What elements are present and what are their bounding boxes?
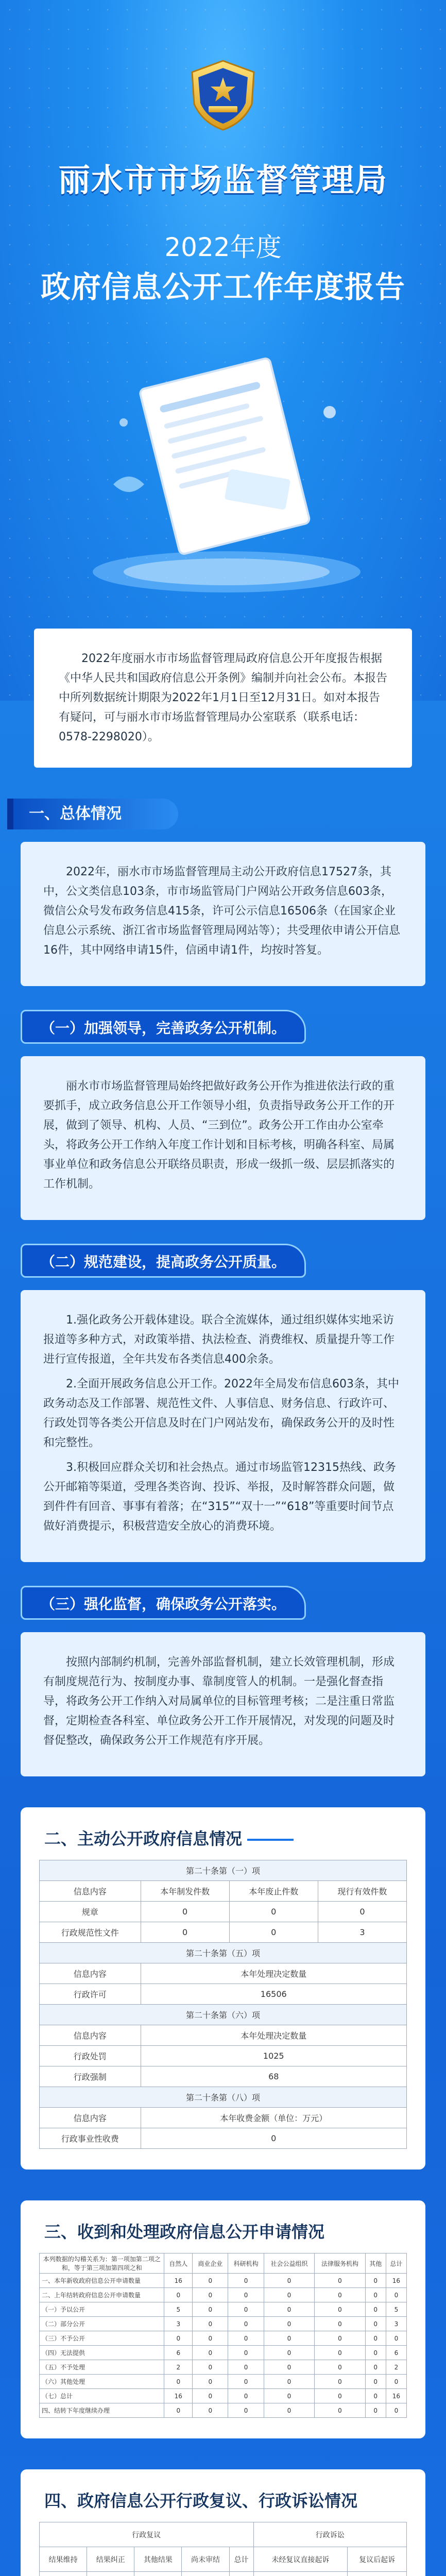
- table-cell: 四、结转下年度继续办理: [40, 2403, 164, 2418]
- table-cell: 0: [228, 2274, 264, 2288]
- section-heading-overview: 一、总体情况: [13, 799, 178, 829]
- review-litigation-card: [21, 2469, 425, 2576]
- table-row: [40, 2108, 407, 2128]
- report-title: 政府信息公开工作年度报告: [40, 269, 405, 304]
- table-cell: 信息内容: [40, 1881, 141, 1902]
- section-heading-review: [39, 2488, 407, 2512]
- table-cell: 0: [228, 2317, 264, 2331]
- table-cell: 0: [264, 2288, 314, 2302]
- table-cell: 0: [193, 2389, 228, 2403]
- table-cell: 0: [315, 2346, 365, 2360]
- proactive-disclosure-table: [39, 1860, 407, 2149]
- table-cell: 0: [365, 2346, 386, 2360]
- table-cell: 3: [386, 2317, 406, 2331]
- table-cell: 0: [193, 2288, 228, 2302]
- table-cell: （三）不予公开: [40, 2331, 164, 2346]
- table-header-cell: 复议后起诉: [348, 2547, 407, 2572]
- report-year: 2022年度: [164, 232, 282, 262]
- table-header-cell: 结果维持: [40, 2547, 87, 2572]
- table-row: [40, 1881, 407, 1902]
- table-cell: 0: [365, 2331, 386, 2346]
- table-row: [40, 2288, 407, 2302]
- section-heading-applications-text: 三、收到和处理政府信息公开申请情况: [44, 2222, 325, 2242]
- section-heading-applications: [39, 2219, 407, 2243]
- table-cell: 0: [229, 1922, 318, 1943]
- table-cell: 0: [228, 2346, 264, 2360]
- table-cell: 0: [386, 2375, 406, 2389]
- table-cell: 0: [164, 2331, 193, 2346]
- table-cell: 0: [264, 2403, 314, 2418]
- table-cell: 第二十条第（五）项: [40, 1943, 407, 1963]
- table-cell: 信息内容: [40, 2025, 141, 2046]
- table-cell: 2: [164, 2360, 193, 2375]
- table-cell: [348, 2572, 407, 2576]
- table-row: [40, 2025, 407, 2046]
- table-cell: 0: [264, 2317, 314, 2331]
- police-emblem-icon: [182, 57, 264, 134]
- table-cell: 0: [365, 2389, 386, 2403]
- table-header-row: [40, 2547, 407, 2572]
- overview-panel: [21, 842, 425, 986]
- table-row: [40, 2274, 407, 2288]
- table-cell: 6: [164, 2346, 193, 2360]
- table-cell: 0: [141, 1902, 229, 1922]
- table-cell: 0: [315, 2403, 365, 2418]
- table-cell: 0: [365, 2360, 386, 2375]
- standards-panel: [21, 1290, 425, 1562]
- table-cell: 0: [264, 2274, 314, 2288]
- table-cell: 0: [193, 2346, 228, 2360]
- supervision-text: 按照内部制约机制，完善外部监督机制，建立长效管理机制，形成有制度规范行为、按制度办事、靠制度管人的机制。一是强化督查指导，将政务公开工作纳入对局属单位的目标管理考核；二是注重日常监督，定期检查各科室、单位政务公开工作开展情况，对发现的问题及时督促整改，确保政务公开工作规范有序开展。: [43, 1656, 395, 1747]
- table-cell: [182, 2572, 229, 2576]
- table-row: [40, 2046, 407, 2066]
- table-cell: [253, 2572, 348, 2576]
- standards-item: 1.强化政务公开载体建设。联合全流媒体，通过组织媒体实地采访报道等多种方式，对政策举措、执法检查、消费维权、质量提升等工作进行宣传报道，全年共发布各类信息400余条。: [43, 1314, 395, 1366]
- table-cell: 0: [228, 2389, 264, 2403]
- table-cell: （五）不予处理: [40, 2360, 164, 2375]
- table-row: [40, 2005, 407, 2025]
- table-cell: （四）无法提供: [40, 2346, 164, 2360]
- table-header-cell: 行政诉讼: [253, 2522, 407, 2547]
- table-row: [40, 1902, 407, 1922]
- table-cell: 5: [164, 2302, 193, 2317]
- table-cell: 0: [228, 2403, 264, 2418]
- table-header-cell: 其他: [365, 2253, 386, 2274]
- title-underline: [247, 1839, 294, 1841]
- table-row: [40, 2066, 407, 2087]
- table-header-cell: 本列数据的勾稽关系为：第一项加第二项之和，等于第三项加第四项之和: [40, 2253, 164, 2274]
- table-cell: 1025: [141, 2046, 406, 2066]
- table-row: [40, 1963, 407, 1984]
- table-cell: 0: [315, 2360, 365, 2375]
- table-row: [40, 2128, 407, 2149]
- table-row: [40, 2302, 407, 2317]
- table-cell: 行政处罚: [40, 2046, 141, 2066]
- table-row: [40, 1922, 407, 1943]
- table-cell: 本年废止件数: [229, 1881, 318, 1902]
- table-header-cell: 其他结果: [134, 2547, 182, 2572]
- table-cell: 3: [318, 1922, 406, 1943]
- table-cell: 68: [141, 2066, 406, 2087]
- table-header-cell: 社会公益组织: [264, 2253, 314, 2274]
- table-cell: 本年处理决定数量: [141, 1963, 406, 1984]
- table-cell: 本年收费金额（单位：万元）: [141, 2108, 406, 2128]
- subheading-standards: [21, 1244, 425, 1278]
- table-cell: 2: [386, 2360, 406, 2375]
- document-illustration: [72, 330, 381, 598]
- table-cell: 行政许可: [40, 1984, 141, 2005]
- table-row: [40, 2375, 407, 2389]
- table-header-cell: 商业企业: [193, 2253, 228, 2274]
- supervision-panel: [21, 1632, 425, 1776]
- table-row: [40, 2389, 407, 2403]
- table-cell: 16: [386, 2274, 406, 2288]
- table-header-cell: 总计: [229, 2547, 253, 2572]
- section-heading-proactive-text: 二、主动公开政府信息情况: [44, 1829, 243, 1849]
- subheading-leadership: [21, 1010, 425, 1044]
- proactive-disclosure-card: [21, 1807, 425, 2170]
- applications-card: [21, 2200, 425, 2438]
- table-cell: 0: [164, 2288, 193, 2302]
- table-cell: [229, 2572, 253, 2576]
- table-row: [40, 2403, 407, 2418]
- table-row: [40, 2087, 407, 2108]
- table-row: [40, 2317, 407, 2331]
- table-row: [40, 2572, 407, 2576]
- table-header-cell: 行政复议: [40, 2522, 254, 2547]
- table-cell: 0: [229, 1902, 318, 1922]
- hero-banner: [0, 0, 446, 701]
- table-cell: 0: [315, 2389, 365, 2403]
- subheading-standards-label: （二）规范建设，提高政务公开质量。: [21, 1244, 306, 1278]
- table-cell: 0: [228, 2288, 264, 2302]
- table-cell: 0: [315, 2288, 365, 2302]
- table-header-cell: 总计: [386, 2253, 406, 2274]
- table-cell: 0: [228, 2302, 264, 2317]
- table-cell: 0: [193, 2375, 228, 2389]
- table-cell: 0: [164, 2375, 193, 2389]
- applications-table-body: [40, 2274, 407, 2418]
- table-cell: [40, 2572, 87, 2576]
- table-cell: 0: [386, 2331, 406, 2346]
- table-cell: （七）总计: [40, 2389, 164, 2403]
- table-cell: 0: [365, 2302, 386, 2317]
- table-row: [40, 2331, 407, 2346]
- standards-item: 2.全面开展政务信息公开工作。2022年全局发布信息603条，其中政务动态及工作部署、规范性文件、人事信息、财务信息、行政许可、行政处罚等各类公开信息及时在门户网站发布，确保政务公开的及时性和完整性。: [43, 1378, 399, 1449]
- table-row: [40, 2346, 407, 2360]
- table-cell: 规章: [40, 1902, 141, 1922]
- applications-table: [39, 2253, 407, 2418]
- table-cell: [134, 2572, 182, 2576]
- leadership-panel: [21, 1056, 425, 1220]
- table-cell: 行政规范性文件: [40, 1922, 141, 1943]
- subheading-supervision-label: （三）强化监督，确保政务公开落实。: [21, 1586, 306, 1620]
- overview-text: 2022年，丽水市市场监督管理局主动公开政府信息17527条，其中，公文类信息103条，市市场监管局门户网站公开政务信息603条，微信公众号发布政务信息415条，许可公示信息16506条（在国家企业信息公示系统、浙江省市场监督管理局网站等）；共受理依申请公开信息16件，其中网络申请15件，信函申请1件，均按时答复。: [43, 866, 401, 957]
- table-cell: 信息内容: [40, 2108, 141, 2128]
- table-cell: 0: [365, 2274, 386, 2288]
- table-cell: 现行有效件数: [318, 1881, 406, 1902]
- table-cell: 0: [264, 2360, 314, 2375]
- table-cell: 0: [365, 2288, 386, 2302]
- table-cell: 0: [141, 2128, 406, 2149]
- intro-paragraph: 2022年度丽水市市场监督管理局政府信息公开年度报告根据《中华人民共和国政府信息公开条例》编制并向社会公布。本报告中所列数据统计期限为2022年1月1日至12月31日。如对本报告有疑问，可与丽水市市场监督管理局办公室联系（联系电话：0578-2298020）。: [34, 629, 412, 768]
- table-cell: 0: [365, 2403, 386, 2418]
- table-cell: （二）部分公开: [40, 2317, 164, 2331]
- table-row: [40, 2360, 407, 2375]
- organization-name: 丽水市市场监督管理局: [58, 161, 388, 199]
- table-cell: 3: [164, 2317, 193, 2331]
- section-heading-proactive: [39, 1826, 407, 1850]
- table-cell: 0: [193, 2317, 228, 2331]
- table-cell: 16: [164, 2274, 193, 2288]
- table-cell: 16506: [141, 1984, 406, 2005]
- table-cell: 第二十条第（六）项: [40, 2005, 407, 2025]
- table-cell: [87, 2572, 134, 2576]
- table-header-row: [40, 2522, 407, 2547]
- table-cell: 0: [264, 2331, 314, 2346]
- table-cell: 0: [365, 2317, 386, 2331]
- table-cell: 16: [386, 2389, 406, 2403]
- table-cell: 0: [193, 2403, 228, 2418]
- table-cell: 0: [228, 2331, 264, 2346]
- table-cell: 0: [315, 2331, 365, 2346]
- table-cell: 0: [164, 2403, 193, 2418]
- table-cell: 0: [193, 2302, 228, 2317]
- table-header-cell: 尚未审结: [182, 2547, 229, 2572]
- table-row: [40, 1943, 407, 1963]
- table-cell: 0: [264, 2302, 314, 2317]
- table-cell: 0: [193, 2360, 228, 2375]
- table-cell: 本年制发件数: [141, 1881, 229, 1902]
- standards-item: 3.积极回应群众关切和社会热点。通过市场监管12315热线、政务公开邮箱等渠道，受理各类咨询、投诉、举报，及时解答群众问题，做到件件有回音、事事有着落；在“315”“双十一”“618”等重要时间节点做好消费提示，积极营造安全放心的消费环境。: [43, 1461, 396, 1533]
- table-cell: 0: [318, 1902, 406, 1922]
- table-cell: 0: [141, 1922, 229, 1943]
- table-cell: 0: [365, 2375, 386, 2389]
- table-cell: 一、本年新收政府信息公开申请数量: [40, 2274, 164, 2288]
- table-cell: 0: [228, 2360, 264, 2375]
- table-cell: 0: [264, 2375, 314, 2389]
- table-row: [40, 1984, 407, 2005]
- table-cell: 本年处理决定数量: [141, 2025, 406, 2046]
- table-cell: （一）予以公开: [40, 2302, 164, 2317]
- table-header-cell: 结果纠正: [87, 2547, 134, 2572]
- table-header-cell: 未经复议直接起诉: [253, 2547, 348, 2572]
- subheading-leadership-label: （一）加强领导，完善政务公开机制。: [21, 1010, 306, 1044]
- table-cell: 0: [315, 2302, 365, 2317]
- table-cell: 二、上年结转政府信息公开申请数量: [40, 2288, 164, 2302]
- table-cell: 0: [315, 2274, 365, 2288]
- section-heading-review-text: 四、政府信息公开行政复议、行政诉讼情况: [44, 2491, 358, 2511]
- table-cell: 0: [315, 2317, 365, 2331]
- table-cell: 0: [264, 2346, 314, 2360]
- table-cell: 0: [264, 2389, 314, 2403]
- table-cell: （六）其他处理: [40, 2375, 164, 2389]
- table-header-cell: 法律服务机构: [315, 2253, 365, 2274]
- subheading-supervision: [21, 1586, 425, 1620]
- table-cell: 0: [193, 2331, 228, 2346]
- leadership-text: 丽水市市场监督管理局始终把做好政务公开作为推进依法行政的重要抓手，成立政务信息公开工作领导小组，负责指导政务公开工作的开展，做到了领导、机构、人员、“三到位”。政务公开工作由办公室牵头，将政务公开工作纳入年度工作计划和目标考核，明确各科室、局属事业单位和政务信息公开联络员职责，形成一级抓一级、层层抓落实的工作机制。: [43, 1080, 395, 1191]
- table-row: [40, 1860, 407, 1881]
- table-cell: 信息内容: [40, 1963, 141, 1984]
- review-litigation-table: [39, 2522, 407, 2576]
- table-cell: 第二十条第（八）项: [40, 2087, 407, 2108]
- table-header-cell: 科研机构: [228, 2253, 264, 2274]
- table-cell: 0: [315, 2375, 365, 2389]
- table-cell: 行政事业性收费: [40, 2128, 141, 2149]
- table-header-row: [40, 2253, 407, 2274]
- table-header-cell: 自然人: [164, 2253, 193, 2274]
- table-cell: 0: [386, 2288, 406, 2302]
- table-cell: 第二十条第（一）项: [40, 1860, 407, 1881]
- table-cell: 6: [386, 2346, 406, 2360]
- table-cell: 行政强制: [40, 2066, 141, 2087]
- table-cell: 5: [386, 2302, 406, 2317]
- table-cell: 0: [193, 2274, 228, 2288]
- table-cell: 0: [228, 2375, 264, 2389]
- table-cell: 0: [386, 2403, 406, 2418]
- table-cell: 16: [164, 2389, 193, 2403]
